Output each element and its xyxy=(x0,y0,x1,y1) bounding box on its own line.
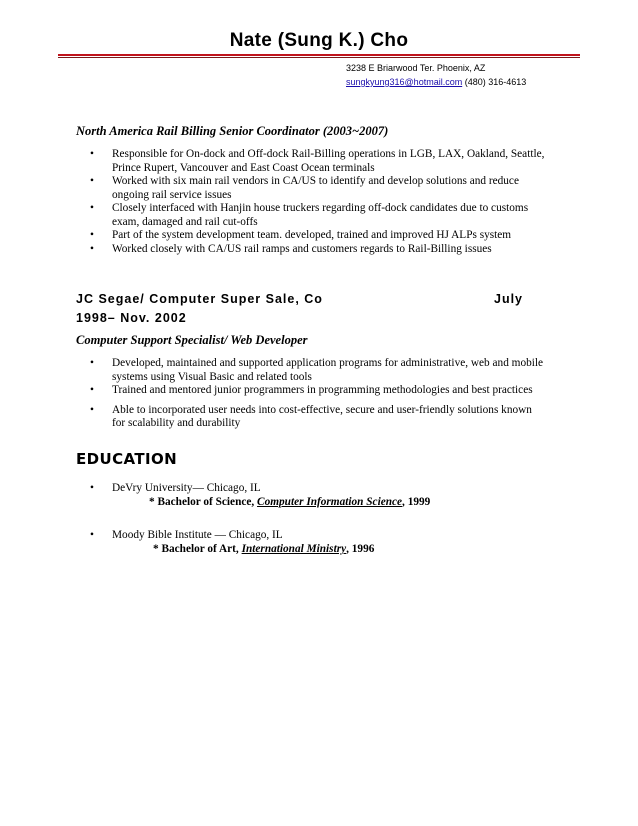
education-degree-line xyxy=(90,495,430,509)
list-item xyxy=(90,148,550,175)
contact-address: 3238 E Briarwood Ter. Phoenix, AZ xyxy=(346,63,486,73)
job1-bullet-list xyxy=(90,148,550,256)
education-school: Moody Bible Institute — Chicago, IL xyxy=(112,529,283,541)
header-rule-red xyxy=(58,54,580,56)
education-major: Computer Information Science xyxy=(257,496,403,508)
bullet-icon: • xyxy=(90,202,94,214)
list-item xyxy=(90,243,550,257)
bullet-text: Responsible for On-dock and Off-dock Rail-Billing operations in LGB, LAX, Oakland, Seattle, xyxy=(112,148,545,160)
contact-phone: (480) 316-4613 xyxy=(464,77,527,87)
contact-line xyxy=(346,75,526,89)
education-school: DeVry University— Chicago, IL xyxy=(112,482,261,494)
contact-block xyxy=(346,61,526,89)
resume-name: Nate (Sung K.) Cho xyxy=(229,30,409,51)
education-year: , 1996 xyxy=(346,543,375,555)
bullet-icon: • xyxy=(90,482,94,494)
education-degree-line xyxy=(90,542,374,556)
list-item xyxy=(90,175,550,202)
list-item xyxy=(90,202,550,229)
bullet-text: exam, damaged and rail cut-offs xyxy=(112,215,258,228)
bullet-text: Prince Rupert, Vancouver and East Coast Ocean terminals xyxy=(112,161,375,174)
bullet-text: Part of the system development team. developed, trained and improved HJ ALPs system xyxy=(112,229,512,241)
bullet-text: ongoing rail service issues xyxy=(112,188,232,201)
job1-title: North America Rail Billing Senior Coordinator (2003~2007) xyxy=(76,124,389,138)
contact-email-link[interactable]: sungkyung316@hotmail.com xyxy=(346,77,463,87)
bullet-icon: • xyxy=(90,148,94,160)
bullet-icon: • xyxy=(90,242,94,255)
bullet-text: Closely interfaced with Hanjin house truckers regarding off-dock candidates due to customs xyxy=(112,202,529,214)
job2-title: Computer Support Specialist/ Web Developer xyxy=(76,333,308,347)
bullet-text: Able to incorporated user needs into cost-effective, secure and user-friendly solutions known xyxy=(112,403,532,416)
bullet-text: systems using Visual Basic and related tools xyxy=(112,370,312,383)
bullet-icon: • xyxy=(90,229,94,241)
education-heading: EDUCATION xyxy=(76,450,178,468)
bullet-text: Developed, maintained and supported application programs for administrative, web and mobile xyxy=(112,357,544,369)
bullet-icon: • xyxy=(90,357,94,369)
header-rule-dark xyxy=(58,57,580,58)
bullet-text: Worked with six main rail vendors in CA/US to identify and develop solutions and reduce xyxy=(112,175,519,187)
education-entry xyxy=(90,528,374,556)
list-item xyxy=(90,404,550,431)
job2-date-range: 1998– Nov. 2002 xyxy=(76,311,187,325)
bullet-icon: • xyxy=(90,384,94,396)
bullet-text: Trained and mentored junior programmers in programming methodologies and best practices xyxy=(112,384,533,396)
bullet-icon: • xyxy=(90,403,94,416)
list-item xyxy=(90,229,550,243)
education-degree: * Bachelor of Science, xyxy=(149,496,258,508)
education-major: International Ministry xyxy=(241,543,347,555)
education-degree: * Bachelor of Art, xyxy=(153,543,242,555)
list-item xyxy=(90,384,550,398)
bullet-icon: • xyxy=(90,529,94,541)
education-entry xyxy=(90,481,430,509)
list-item xyxy=(90,357,550,384)
job2-bullet-list xyxy=(90,357,550,431)
job2-company: JC Segae/ Computer Super Sale, Co xyxy=(76,292,323,306)
bullet-text: Worked closely with CA/US rail ramps and customers regards to Rail-Billing issues xyxy=(112,242,492,255)
job2-date-start: July xyxy=(494,292,524,306)
bullet-text: for scalability and durability xyxy=(112,417,241,429)
bullet-icon: • xyxy=(90,175,94,187)
education-year: , 1999 xyxy=(402,496,431,508)
